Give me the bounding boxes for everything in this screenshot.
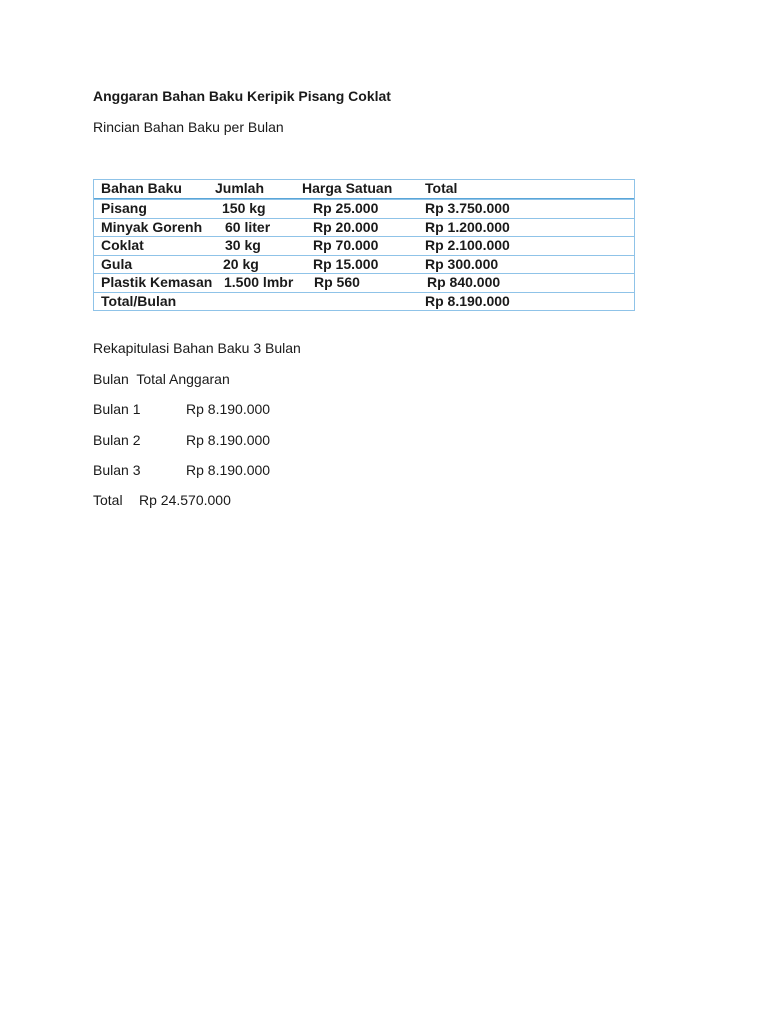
total-bulan-label: Total/Bulan bbox=[101, 292, 177, 309]
table-row bbox=[94, 236, 634, 255]
rekap-title: Rekapitulasi Bahan Baku 3 Bulan bbox=[93, 340, 301, 356]
header-jumlah: Jumlah bbox=[215, 180, 265, 196]
table-total-row bbox=[94, 292, 634, 311]
rekap-total-label: Total bbox=[93, 492, 123, 508]
rekap-total-value: Rp 24.570.000 bbox=[139, 492, 231, 508]
cell-total: Rp 300.000 bbox=[425, 255, 499, 272]
cell-bahan: Gula bbox=[101, 255, 133, 272]
cell-bahan: Plastik Kemasan bbox=[101, 274, 213, 290]
cell-jumlah: 60 liter bbox=[225, 218, 271, 235]
total-bulan-value: Rp 8.190.000 bbox=[425, 292, 510, 309]
cell-bahan: Minyak Gorenh bbox=[101, 218, 203, 235]
table-header-row bbox=[94, 180, 634, 199]
cell-total: Rp 1.200.000 bbox=[425, 218, 510, 235]
table-row bbox=[94, 273, 634, 292]
cell-harga: Rp 15.000 bbox=[313, 255, 379, 272]
table-row bbox=[94, 218, 634, 237]
rekap-bulan-label: Bulan 2 bbox=[93, 432, 141, 448]
cell-total: Rp 3.750.000 bbox=[425, 200, 510, 216]
cell-harga: Rp 560 bbox=[314, 274, 360, 290]
rekap-bulan-label: Bulan 1 bbox=[93, 401, 141, 417]
rekap-header: Bulan Total Anggaran bbox=[93, 371, 230, 387]
cell-jumlah: 20 kg bbox=[223, 255, 259, 272]
cell-total: Rp 840.000 bbox=[427, 274, 501, 290]
header-harga-satuan: Harga Satuan bbox=[302, 180, 393, 196]
cell-harga: Rp 20.000 bbox=[313, 218, 379, 235]
cell-bahan: Pisang bbox=[101, 200, 147, 216]
cell-bahan: Coklat bbox=[101, 237, 144, 253]
cell-jumlah: 1.500 lmbr bbox=[224, 274, 294, 290]
cell-jumlah: 30 kg bbox=[225, 237, 261, 253]
table-row bbox=[94, 199, 634, 218]
budget-table bbox=[93, 179, 635, 311]
rekap-bulan-value: Rp 8.190.000 bbox=[186, 401, 271, 417]
rekap-bulan-value: Rp 8.190.000 bbox=[186, 462, 271, 478]
table-row bbox=[94, 255, 634, 274]
header-total: Total bbox=[425, 180, 458, 196]
header-bahan-baku: Bahan Baku bbox=[101, 180, 182, 196]
cell-jumlah: 150 kg bbox=[222, 200, 266, 216]
cell-total: Rp 2.100.000 bbox=[425, 237, 510, 253]
cell-harga: Rp 70.000 bbox=[313, 237, 379, 253]
rekap-bulan-label: Bulan 3 bbox=[93, 462, 141, 478]
page-title: Anggaran Bahan Baku Keripik Pisang Coklat bbox=[93, 88, 391, 104]
rekap-bulan-value: Rp 8.190.000 bbox=[186, 432, 271, 448]
cell-harga: Rp 25.000 bbox=[313, 200, 379, 216]
section-subtitle: Rincian Bahan Baku per Bulan bbox=[93, 119, 284, 135]
